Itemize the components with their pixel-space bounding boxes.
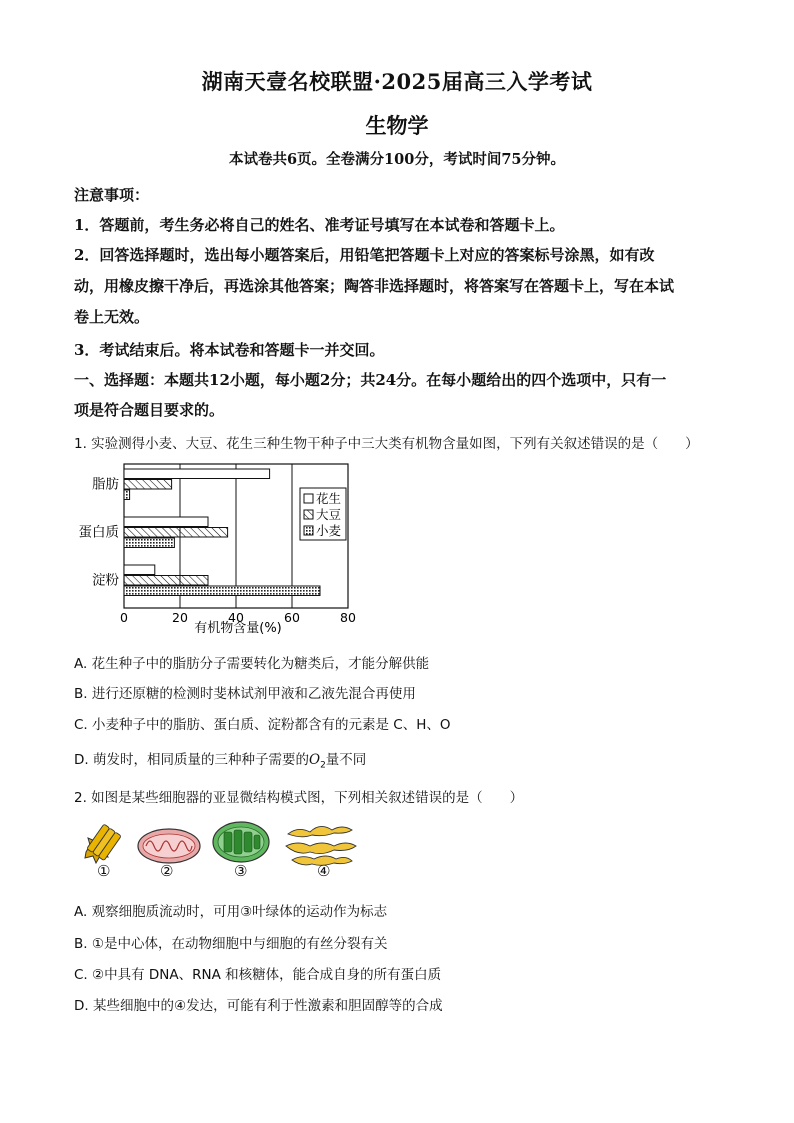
legend-swatch-小麦	[304, 526, 313, 535]
x-tick-label: 60	[284, 610, 300, 625]
section-1-line-1: 一、选择题：本题共12小题，每小题2分；共24分。在每小题给出的四个选项中，只有一	[74, 371, 667, 389]
q1-option-d	[74, 748, 366, 771]
q1-option-c: C. 小麦种子中的脂肪、蛋白质、淀粉都含有的元素是 C、H、O	[74, 717, 451, 733]
note-2-line-1: 2．回答选择题时，选出每小题答案后，用铅笔把答题卡上对应的答案标号涂黑，如有改	[74, 246, 655, 264]
bar-小麦-蛋白质	[124, 538, 174, 548]
organelle-label-2: ②	[160, 862, 174, 880]
notes-heading: 注意事项：	[74, 186, 150, 204]
chart-category-labels	[79, 475, 120, 588]
organelle-label-3: ③	[234, 862, 248, 880]
q1-option-a: A. 花生种子中的脂肪分子需要转化为糖类后，才能分解供能	[74, 656, 430, 672]
q2-option-a: A. 观察细胞质流动时，可用③叶绿体的运动作为标志	[74, 904, 388, 920]
x-tick-label: 20	[172, 610, 188, 625]
bar-花生-脂肪	[124, 469, 270, 479]
bar-大豆-蛋白质	[124, 528, 228, 538]
q2-option-b: B. ①是中心体，在动物细胞中与细胞的有丝分裂有关	[74, 936, 388, 952]
note-1: 1．答题前，考生务必将自己的姓名、准考证号填写在本试卷和答题卡上。	[74, 216, 565, 234]
chart-legend	[300, 488, 346, 540]
chart-x-label: 有机物含量(%)	[194, 621, 282, 636]
note-3: 3．考试结束后。将本试卷和答题卡一并交回。	[74, 341, 385, 359]
category-label: 蛋白质	[78, 524, 119, 541]
bar-大豆-脂肪	[124, 480, 172, 490]
legend-label-花生: 花生	[316, 491, 342, 506]
q1-option-d-prefix: D. 萌发时，相同质量的三种种子需要的	[74, 752, 309, 768]
x-tick-label: 40	[228, 610, 244, 625]
question-2-stem: 2. 如图是某些细胞器的亚显微结构模式图，下列相关叙述错误的是（ ）	[74, 790, 524, 806]
organic-content-chart	[78, 458, 378, 638]
endoplasmic-reticulum-icon	[286, 826, 356, 865]
oxygen-symbol: O	[308, 752, 321, 768]
bar-大豆-淀粉	[124, 576, 208, 586]
legend-label-小麦: 小麦	[316, 523, 342, 538]
x-tick-label: 0	[120, 610, 128, 625]
q1-option-d-suffix: 量不同	[325, 752, 367, 768]
q1-option-b: B. 进行还原糖的检测时斐林试剂甲液和乙液先混合再使用	[74, 686, 416, 702]
chloroplast-icon	[213, 822, 269, 862]
section-1-line-2: 项是符合题目要求的。	[74, 401, 225, 419]
note-2-line-2: 动，用橡皮擦干净后，再选涂其他答案；陶答非选择题时，将答案写在答题卡上，写在本试	[74, 277, 675, 295]
bar-小麦-脂肪	[124, 490, 130, 500]
category-label: 脂肪	[92, 476, 119, 493]
note-2-line-3: 卷上无效。	[74, 308, 150, 326]
q2-option-d: D. 某些细胞中的④发达，可能有利于性激素和胆固醇等的合成	[74, 998, 443, 1014]
x-tick-label: 80	[340, 610, 356, 625]
question-1-stem: 1. 实验测得小麦、大豆、花生三种生物干种子中三大类有机物含量如图，下列有关叙述错误的是（ ）	[74, 436, 699, 452]
bar-小麦-淀粉	[124, 586, 320, 596]
oxygen-subscript: 2	[320, 760, 326, 771]
centrosome-icon	[85, 824, 121, 863]
legend-swatch-大豆	[304, 510, 313, 519]
subject-title: 生物学	[365, 113, 429, 138]
legend-label-大豆: 大豆	[316, 507, 342, 522]
bar-花生-淀粉	[124, 565, 155, 575]
bar-花生-蛋白质	[124, 517, 208, 527]
mitochondrion-icon	[138, 829, 200, 863]
exam-info: 本试卷共6页。全卷满分100分，考试时间75分钟。	[228, 151, 566, 168]
legend-swatch-花生	[304, 494, 313, 503]
q2-option-c: C. ②中具有 DNA、RNA 和核糖体，能合成自身的所有蛋白质	[74, 967, 442, 983]
organelle-label-4: ④	[317, 862, 331, 880]
category-label: 淀粉	[92, 572, 119, 589]
exam-title: 湖南天壹名校联盟·2025届高三入学考试	[201, 69, 593, 94]
organelle-label-1: ①	[97, 862, 111, 880]
